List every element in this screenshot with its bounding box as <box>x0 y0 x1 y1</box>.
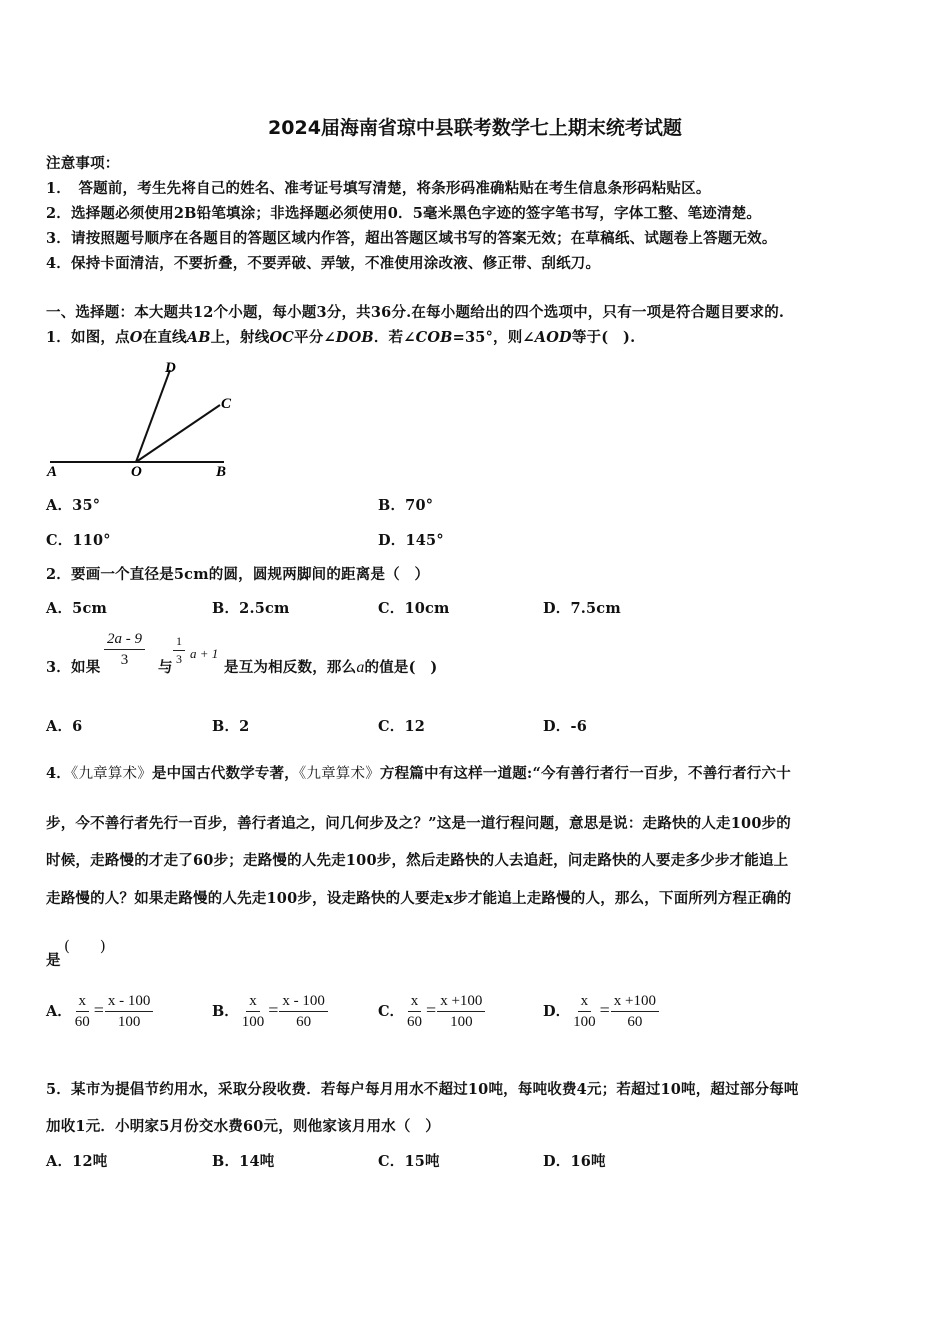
q4-option-a <box>46 992 153 1031</box>
notice-heading: 注意事项： <box>46 155 120 172</box>
label-d: D <box>165 360 176 376</box>
q4-answer-paren: ( ) <box>64 937 106 955</box>
q1-var-aod: AOD <box>534 329 572 346</box>
q1-option-c: C．110° <box>46 532 111 549</box>
q4-b-equals: = <box>268 1000 279 1020</box>
notice-item-1: 1． 答题前，考生先将自己的姓名、准考证号填写清楚，将条形码准确粘贴在考生信息条形码粘贴区。 <box>46 180 711 197</box>
q5-line-1: 5．某市为提倡节约用水，采取分段收费．若每户每月用水不超过10吨，每吨收费4元；若超过10吨，超过部分每吨 <box>46 1081 799 1098</box>
q1-option-b: B．70° <box>378 497 434 514</box>
q4-option-b <box>212 992 328 1031</box>
q4-a-left-num: x <box>76 992 90 1012</box>
q4-option-d <box>543 992 659 1031</box>
q3-var-a: a <box>356 659 365 676</box>
q1-option-a: A．35° <box>46 497 101 514</box>
q4-option-c-label: C． <box>378 1003 405 1020</box>
q2-option-d: D．7.5cm <box>543 600 621 617</box>
notice-item-2: 2．选择题必须使用2B铅笔填涂；非选择题必须使用0．5毫米黑色字迹的签字笔书写，字体工整、笔迹清楚。 <box>46 205 762 222</box>
q3-text-2: 与 <box>158 659 173 676</box>
q2-option-c: C．10cm <box>378 600 450 617</box>
q4-line-4: 走路慢的人？如果走路慢的人先走100步，设走路快的人要走x步才能追上走路慢的人，那么，下面所列方程正确的 <box>46 890 792 907</box>
q4-book-title-2: 《九章算术》 <box>298 766 380 782</box>
label-b: B <box>216 464 227 480</box>
q4-a-right-num: x - 100 <box>105 992 154 1012</box>
notice-item-3: 3．请按照题号顺序在各题目的答题区域内作答，超出答题区域书写的答案无效；在草稿纸、试题卷上答题无效。 <box>46 230 777 247</box>
q4-line-1 <box>46 762 791 783</box>
label-c: C <box>221 396 232 412</box>
section-heading: 一、选择题：本大题共12个小题，每小题3分，共36分.在每小题给出的四个选项中，只有一项是符合题目要求的. <box>46 304 785 321</box>
q4-option-c <box>378 992 485 1031</box>
q3-fraction-2-tail: a + 1 <box>190 646 219 661</box>
page-title: 2024届海南省琼中县联考数学七上期末统考试题 <box>268 117 682 139</box>
q3-text-4: 的值是( ) <box>364 659 438 676</box>
ray-oc <box>136 405 220 462</box>
q4-option-d-label: D． <box>543 1003 571 1020</box>
q4-d-right-num: x +100 <box>611 992 659 1012</box>
q4-option-a-label: A． <box>46 1003 72 1020</box>
q1-stem <box>46 326 635 347</box>
q3-stem-rest <box>224 656 437 677</box>
q5-option-a: A．12吨 <box>46 1153 108 1170</box>
q3-option-b: B．2 <box>212 718 250 735</box>
q1-text-4: 平分∠ <box>294 329 336 346</box>
label-o: O <box>131 464 142 480</box>
q4-option-b-label: B． <box>212 1003 239 1020</box>
q1-figure <box>44 356 244 486</box>
q5-line-2: 加收1元．小明家5月份交水费60元，则他家该月用水（ ） <box>46 1118 440 1135</box>
q4-a-left-den: 60 <box>74 1014 90 1030</box>
q3-text-1: 3．如果 <box>46 659 101 676</box>
notice-item-4: 4．保持卡面清洁，不要折叠，不要弄破、弄皱，不准使用涂改液、修正带、刮纸刀。 <box>46 255 601 272</box>
q4-a-equals: = <box>93 1000 104 1020</box>
q3-fraction-2-num: 1 <box>173 634 185 651</box>
q1-var-o: O <box>129 329 143 346</box>
q4-c-equals: = <box>426 1000 437 1020</box>
q2-option-a: A．5cm <box>46 600 108 617</box>
q1-text-2: 在直线 <box>142 329 187 346</box>
q4-a-right-den: 100 <box>117 1014 141 1030</box>
q5-option-c: C．15吨 <box>378 1153 440 1170</box>
q4-b-left-den: 100 <box>241 1014 265 1030</box>
ray-od <box>136 370 170 462</box>
q5-option-b: B．14吨 <box>212 1153 275 1170</box>
q4-d-equals: = <box>599 1000 610 1020</box>
q4-c-right-den: 100 <box>450 1014 473 1030</box>
q4-book-title-1: 《九章算术》 <box>71 766 152 782</box>
q4-d-right-den: 60 <box>627 1014 643 1030</box>
q1-text-1: 1．如图，点 <box>46 329 130 346</box>
q3-fraction-1-den: 3 <box>120 652 129 668</box>
q3-fraction-2-den: 3 <box>176 652 182 666</box>
q4-b-left-num: x <box>246 992 260 1012</box>
q3-text-3: 是互为相反数，那么 <box>224 659 357 676</box>
q2-stem: 2．要画一个直径是5cm的圆，圆规两脚间的距离是（ ） <box>46 566 430 583</box>
q4-line-5: 是 <box>46 952 61 969</box>
q3-fraction-1 <box>104 630 145 669</box>
q1-text-7: 等于( ). <box>571 329 636 346</box>
q4-line-2: 步，今不善行者先行一百步，善行者追之，问几何步及之？”这是一道行程问题，意思是说：走路快的人走100步的 <box>46 815 792 832</box>
q4-b-right-num: x - 100 <box>279 992 328 1012</box>
q4-b-right-den: 60 <box>296 1014 312 1030</box>
q4-text-1b: 是中国古代数学专著， <box>151 765 299 782</box>
q3-fraction-2 <box>173 634 185 667</box>
label-a: A <box>47 464 58 480</box>
q4-text-1a: 4． <box>46 765 71 782</box>
q3-option-d: D．-6 <box>543 718 587 735</box>
q1-var-ab: AB <box>186 329 211 346</box>
q1-option-d: D．145° <box>378 532 444 549</box>
q4-c-left-den: 60 <box>407 1014 423 1030</box>
q4-text-1c: 方程篇中有这样一道题:“今有善行者行一百步，不善行者行六十 <box>379 765 791 782</box>
q1-text-5: ．若∠ <box>373 329 416 346</box>
q1-text-6: =35°，则∠ <box>452 329 535 346</box>
q1-var-dob: DOB <box>335 329 374 346</box>
q4-c-left-num: x <box>408 992 422 1012</box>
q4-c-right-num: x +100 <box>437 992 485 1012</box>
q1-text-3: 上，射线 <box>210 329 270 346</box>
q1-var-oc: OC <box>269 329 295 346</box>
q3-option-c: C．12 <box>378 718 426 735</box>
q4-d-left-num: x <box>578 992 592 1012</box>
q1-var-cob: COB <box>415 329 453 346</box>
q5-option-d: D．16吨 <box>543 1153 606 1170</box>
q4-line-3: 时候，走路慢的才走了60步；走路慢的人先走100步，然后走路快的人去追赶，问走路快的人要走多少步才能追上 <box>46 852 789 869</box>
q2-option-b: B．2.5cm <box>212 600 290 617</box>
q3-fraction-1-num: 2a - 9 <box>104 630 145 650</box>
q3-option-a: A．6 <box>46 718 83 735</box>
q4-d-left-den: 100 <box>573 1014 596 1030</box>
